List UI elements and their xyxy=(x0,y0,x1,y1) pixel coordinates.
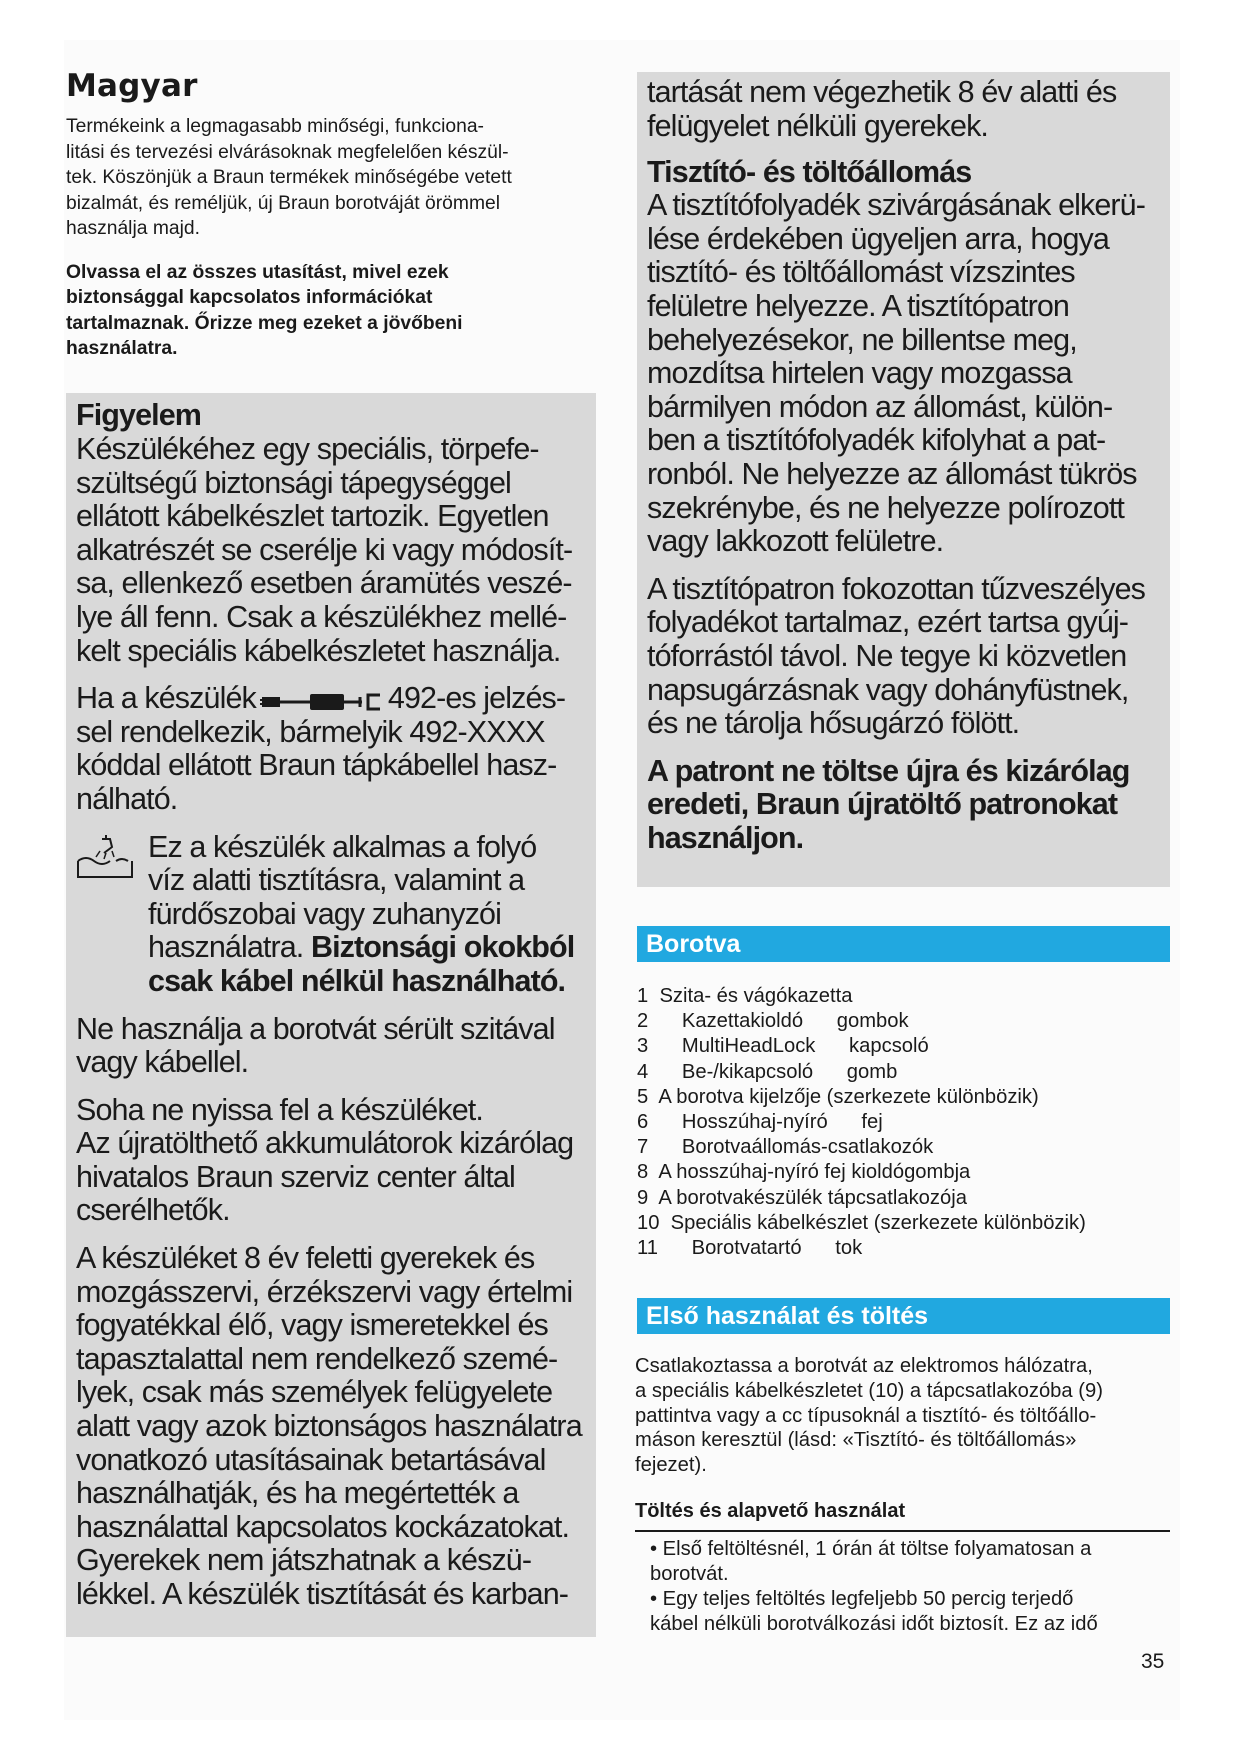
station-paragraph-1 xyxy=(647,189,1160,559)
bath-line: Ez a készülék alkalmas a folyó xyxy=(148,829,537,864)
intro-line: bizalmát, és reméljük, új Braun borotváját örömmel xyxy=(66,192,501,214)
warning-line: fogyatékkal élő, vagy ismeretekkel és xyxy=(76,1308,548,1343)
first-use-line: a speciális kábelkészletet (10) a tápcsatlakozóba (9) xyxy=(635,1379,1103,1402)
first-use-paragraph xyxy=(635,1354,1175,1478)
warning-line: nálható. xyxy=(76,781,178,816)
station-line: vagy lakkozott felületre. xyxy=(647,524,944,559)
bath-usage-text xyxy=(148,831,586,999)
warning-box xyxy=(66,393,596,1637)
warning-line: hivatalos Braun szerviz center által xyxy=(76,1159,515,1194)
warning-line: alatt vagy azok biztonságos használatra xyxy=(76,1409,582,1444)
warning-content xyxy=(76,397,586,1612)
warning-line: tapasztalattal nem rendelkező szemé- xyxy=(76,1341,558,1376)
warning-p2-rest xyxy=(76,715,556,816)
station-line: ben a tisztítófolyadék kifolyhat a pat- xyxy=(647,423,1106,458)
bath-rinse-icon xyxy=(76,831,136,891)
read-instructions-line: biztonsággal kapcsolatos információkat xyxy=(66,287,433,308)
bullet-line: borotvát. xyxy=(650,1563,729,1585)
warning-line: lye áll fenn. Csak a készülékhez mellé- xyxy=(76,599,567,634)
bath-usage-row xyxy=(76,831,586,999)
subheading-rule xyxy=(635,1530,1170,1532)
warning-box-continued xyxy=(637,72,1170,887)
intro-line: Termékeink a legmagasabb minőségi, funkciona- xyxy=(66,116,484,137)
warning-line: A készüléket 8 év feletti gyerekek és xyxy=(76,1241,535,1276)
warning-paragraph-3 xyxy=(76,1013,586,1080)
part-item: 10 Speciális kábelkészlet (szerkezete különbözik) xyxy=(637,1211,1086,1234)
warning-line: vonatkozó utasításainak betartásával xyxy=(76,1442,546,1477)
first-use-section-title: Első használat és töltés xyxy=(646,1302,929,1330)
warning-paragraph-2 xyxy=(76,682,586,816)
first-use-line: máson keresztül (lásd: «Tisztító- és töltőállomás» xyxy=(635,1429,1077,1452)
warning-line: sel rendelkezik, bármelyik 492-XXXX xyxy=(76,714,545,749)
warning-line: lyek, csak más személyek felügyelete xyxy=(76,1375,553,1410)
warning-p2-start: Ha a készülék xyxy=(76,681,256,716)
station-title: Tisztító- és töltőállomás xyxy=(647,155,972,190)
station-line: tisztító- és töltőállomást vízszintes xyxy=(647,255,1075,290)
station-line: folyadékot tartalmaz, ezért tartsa gyúj- xyxy=(647,605,1129,640)
warning-line: alkatrészét se cserélje ki vagy módosít- xyxy=(76,532,573,567)
warning-paragraph-1 xyxy=(76,433,586,668)
part-item: 7 Borotvaállomás-csatlakozók xyxy=(637,1136,934,1159)
first-use-line: Csatlakoztassa a borotvát az elektromos hálózatra, xyxy=(635,1355,1093,1377)
station-line: ronból. Ne helyezze az állomást tükrös xyxy=(647,456,1137,491)
warning-line: kóddal ellátott Braun tápkábellel hasz- xyxy=(76,748,557,783)
left-column xyxy=(66,64,596,362)
bath-bold-line: csak kábel nélkül használható. xyxy=(148,963,566,998)
bath-line: fürdőszobai vagy zuhanyzói xyxy=(148,896,501,931)
charging-subheading: Töltés és alapvető használat xyxy=(635,1500,906,1522)
warning-line: Készülékéhez egy speciális, törpefe- xyxy=(76,432,539,466)
intro-line: litási és tervezési elvárásoknak megfelelően készül- xyxy=(66,141,509,163)
warning-title: Figyelem xyxy=(76,398,202,432)
station-line: mozdítsa hirtelen vagy mozgassa xyxy=(647,356,1072,391)
warning-paragraph-4 xyxy=(76,1094,586,1228)
intro-line: tek. Köszönjük a Braun termékek minőségébe vetett xyxy=(66,167,512,188)
part-item: 4 Be-/kikapcsoló gomb xyxy=(637,1060,898,1083)
plug-symbol-icon xyxy=(260,688,384,712)
bath-line: víz alatti tisztításra, valamint a xyxy=(148,863,525,898)
station-bold-line: A patront ne töltse újra és kizárólag xyxy=(647,753,1130,788)
warning-line: ellátott kábelkészlet tartozik. Egyetlen xyxy=(76,499,549,534)
warning-line: Soha ne nyissa fel a készüléket. xyxy=(76,1092,483,1127)
warning-line: felügyelet nélküli gyerekek. xyxy=(647,108,989,143)
warning-line: Gyerekek nem játszhatnak a készü- xyxy=(76,1543,532,1578)
bath-last-bold: Biztonsági okokból xyxy=(310,930,575,965)
part-item: 8 A hosszúhaj-nyíró fej kioldógombja xyxy=(637,1161,971,1184)
bullet-line: • Egy teljes feltöltés legfeljebb 50 percig terjedő xyxy=(650,1588,1074,1610)
station-paragraph-2 xyxy=(647,573,1160,741)
station-line: tóforrástól távol. Ne tegye ki közvetlen xyxy=(647,638,1127,673)
warning-line: Ne használja a borotvát sérült szitával xyxy=(76,1011,555,1046)
warning-line: sa, ellenkező esetben áramütés veszé- xyxy=(76,566,572,601)
page-number: 35 xyxy=(1141,1650,1165,1673)
part-item: 1 Szita- és vágókazetta xyxy=(637,985,853,1007)
bath-lines xyxy=(148,830,536,931)
station-line: A tisztítópatron fokozottan tűzveszélyes xyxy=(647,571,1146,606)
warning-continued-content xyxy=(647,76,1160,855)
read-instructions-line: használatra. xyxy=(66,338,178,359)
warning-line: cserélhetők. xyxy=(76,1193,230,1228)
read-instructions-line: Olvassa el az összes utasítást, mivel ezek xyxy=(66,261,449,283)
warning-line: mozgásszervi, érzékszervi vagy értelmi xyxy=(76,1274,573,1309)
warning-p2-after: 492-es jelzés- xyxy=(387,681,566,716)
station-line: bármilyen módon az állomást, külön- xyxy=(647,389,1113,424)
station-line: napsugárzásnak vagy dohányfüstnek, xyxy=(647,672,1129,707)
station-bold-line: használjon. xyxy=(647,820,804,855)
part-item: 5 A borotva kijelzője (szerkezete különbözik) xyxy=(637,1085,1039,1108)
shaver-section-title: Borotva xyxy=(646,930,741,958)
language-heading: Magyar xyxy=(66,68,198,104)
parts-list xyxy=(637,984,1177,1261)
warning-continued-text xyxy=(647,76,1160,143)
warning-paragraph-5 xyxy=(76,1242,586,1612)
warning-line: tartását nem végezhetik 8 év alatti és xyxy=(647,75,1117,109)
first-use-section-bar xyxy=(637,1298,1170,1334)
station-line: A tisztítófolyadék szivárgásának elkerü- xyxy=(647,188,1146,223)
bath-last-normal: használatra. xyxy=(148,930,304,965)
station-bold-line: eredeti, Braun újratöltő patronokat xyxy=(647,787,1118,822)
warning-line: kelt speciális kábelkészletet használja. xyxy=(76,633,561,668)
station-line: behelyezésekor, ne billentse meg, xyxy=(647,322,1077,357)
part-item: 11 Borotvatartó tok xyxy=(637,1237,863,1260)
read-instructions-line: tartalmaznak. Őrizze meg ezeket a jövőbeni xyxy=(66,312,463,334)
station-line: szekrénybe, és ne helyezze polírozott xyxy=(647,490,1125,525)
part-item: 9 A borotvakészülék tápcsatlakozója xyxy=(637,1186,967,1209)
read-instructions-paragraph xyxy=(66,260,596,362)
warning-line: lékkel. A készülék tisztítását és karban- xyxy=(76,1577,569,1611)
warning-line: vagy kábellel. xyxy=(76,1045,249,1080)
part-item: 3 MultiHeadLock kapcsoló xyxy=(637,1035,929,1058)
first-use-line: fejezet). xyxy=(635,1454,707,1477)
first-use-line: pattintva vagy a cc típusoknál a tisztító- és töltőállo- xyxy=(635,1404,1097,1427)
part-item: 2 Kazettakioldó gombok xyxy=(637,1010,909,1033)
intro-paragraph xyxy=(66,114,596,242)
warning-line: szültségű biztonsági tápegységgel xyxy=(76,465,511,500)
station-line: felületre helyezze. A tisztítópatron xyxy=(647,288,1069,323)
warning-line: használattal kapcsolatos kockázatokat. xyxy=(76,1509,570,1544)
warning-line: Az újratölthető akkumulátorok kizárólag xyxy=(76,1126,574,1161)
station-line: lése érdekében ügyeljen arra, hogya xyxy=(647,221,1109,256)
intro-line: használja majd. xyxy=(66,218,200,239)
shaver-section-bar xyxy=(637,926,1170,962)
station-bold-paragraph xyxy=(647,755,1160,856)
station-line: és ne tárolja hősugárzó fölött. xyxy=(647,706,1020,741)
warning-line: használhatják, és ha megértették a xyxy=(76,1476,519,1511)
bullet-line: kábel nélküli borotválkozási időt biztosít. Ez az idő xyxy=(650,1613,1098,1635)
charging-bullets xyxy=(650,1537,1175,1637)
part-item: 6 Hosszúhaj-nyíró fej xyxy=(637,1111,883,1134)
bullet-line: • Első feltöltésnél, 1 órán át töltse folyamatosan a xyxy=(650,1538,1092,1560)
